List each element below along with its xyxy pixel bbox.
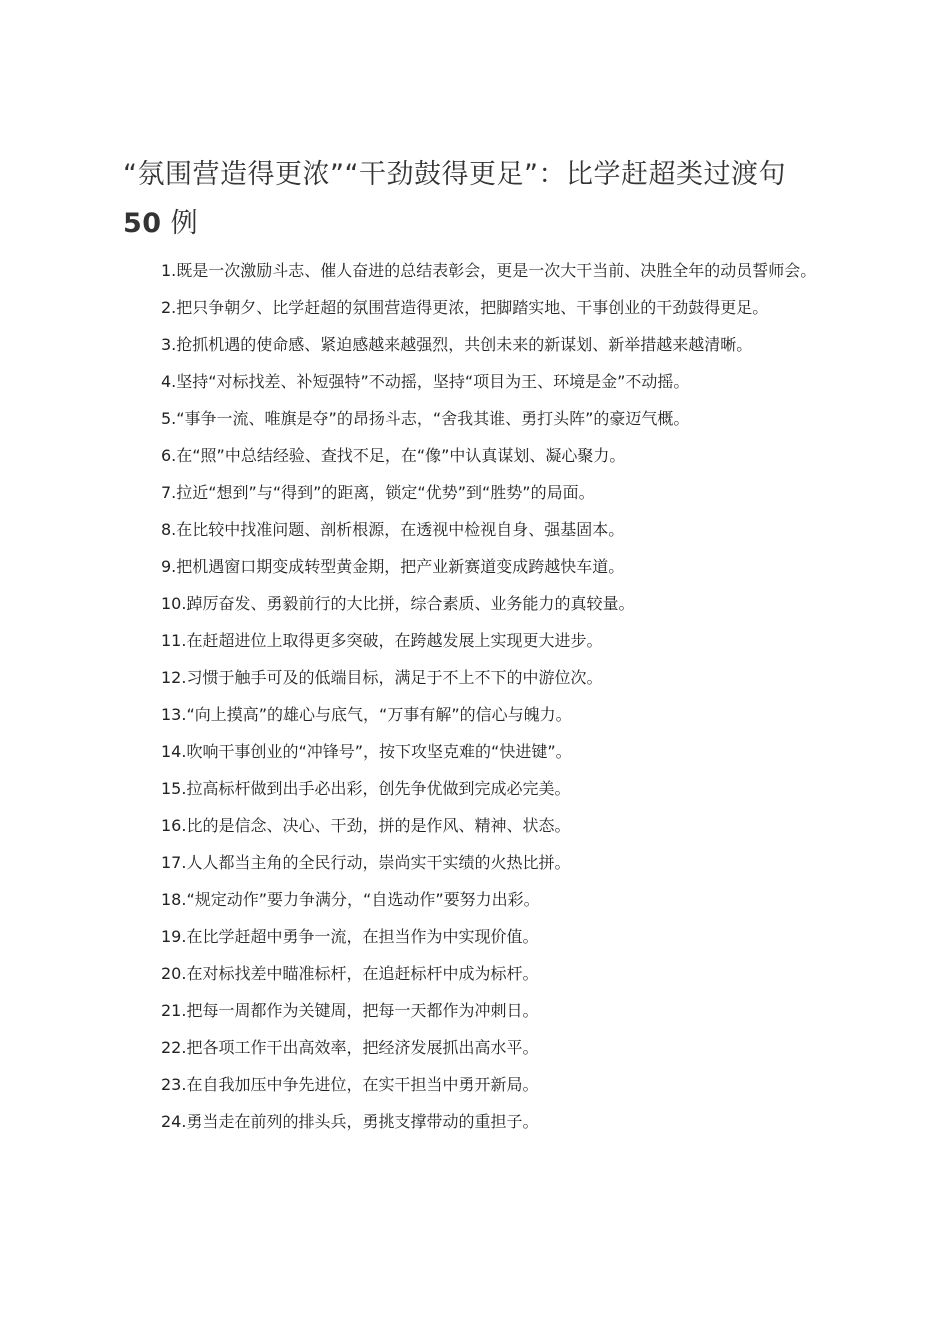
title-text: “氛围营造得更浓”“干劲鼓得更足”：比学赶超类过渡句 xyxy=(123,159,786,190)
list-item: 18.“规定动作”要力争满分，“自选动作”要努力出彩。 xyxy=(161,890,540,909)
list-item: 20.在对标找差中瞄准标杆，在追赶标杆中成为标杆。 xyxy=(161,964,539,983)
list-item: 6.在“照”中总结经验、查找不足，在“像”中认真谋划、凝心聚力。 xyxy=(161,446,626,465)
list-item: 23.在自我加压中争先进位，在实干担当中勇开新局。 xyxy=(161,1075,539,1094)
list-item: 1.既是一次激励斗志、催人奋进的总结表彰会，更是一次大干当前、决胜全年的动员誓师会。 xyxy=(161,261,817,280)
list-item: 2.把只争朝夕、比学赶超的氛围营造得更浓，把脚踏实地、干事创业的干劲鼓得更足。 xyxy=(161,298,769,317)
list-item: 4.坚持“对标找差、补短强特”不动摇，坚持“项目为王、环境是金”不动摇。 xyxy=(161,372,690,391)
list-item: 16.比的是信念、决心、干劲，拼的是作风、精神、状态。 xyxy=(161,816,571,835)
document-title xyxy=(123,150,843,248)
list-item: 17.人人都当主角的全民行动，崇尚实干实绩的火热比拼。 xyxy=(161,853,571,872)
list-item: 24.勇当走在前列的排头兵，勇挑支撑带动的重担子。 xyxy=(161,1112,539,1131)
title-number: 50 xyxy=(123,208,162,239)
list-item: 13.“向上摸高”的雄心与底气，“万事有解”的信心与魄力。 xyxy=(161,705,572,724)
list-item: 22.把各项工作干出高效率，把经济发展抓出高水平。 xyxy=(161,1038,539,1057)
list-item: 12.习惯于触手可及的低端目标，满足于不上不下的中游位次。 xyxy=(161,668,603,687)
title-suffix: 例 xyxy=(170,208,199,239)
list-item: 9.把机遇窗口期变成转型黄金期，把产业新赛道变成跨越快车道。 xyxy=(161,557,625,576)
list-item: 15.拉高标杆做到出手必出彩，创先争优做到完成必完美。 xyxy=(161,779,571,798)
list-item: 10.踔厉奋发、勇毅前行的大比拼，综合素质、业务能力的真较量。 xyxy=(161,594,635,613)
list-item: 11.在赶超进位上取得更多突破，在跨越发展上实现更大进步。 xyxy=(161,631,603,650)
list-item: 5.“事争一流、唯旗是夺”的昂扬斗志，“舍我其谁、勇打头阵”的豪迈气概。 xyxy=(161,409,690,428)
list-item: 3.抢抓机遇的使命感、紧迫感越来越强烈，共创未来的新谋划、新举措越来越清晰。 xyxy=(161,335,753,354)
list-item: 7.拉近“想到”与“得到”的距离，锁定“优势”到“胜势”的局面。 xyxy=(161,483,595,502)
list-item: 19.在比学赶超中勇争一流，在担当作为中实现价值。 xyxy=(161,927,539,946)
list-item: 8.在比较中找准问题、剖析根源，在透视中检视自身、强基固本。 xyxy=(161,520,625,539)
list-item: 21.把每一周都作为关键周，把每一天都作为冲刺日。 xyxy=(161,1001,539,1020)
list-item: 14.吹响干事创业的“冲锋号”，按下攻坚克难的“快进键”。 xyxy=(161,742,572,761)
sentence-list xyxy=(123,259,839,1147)
